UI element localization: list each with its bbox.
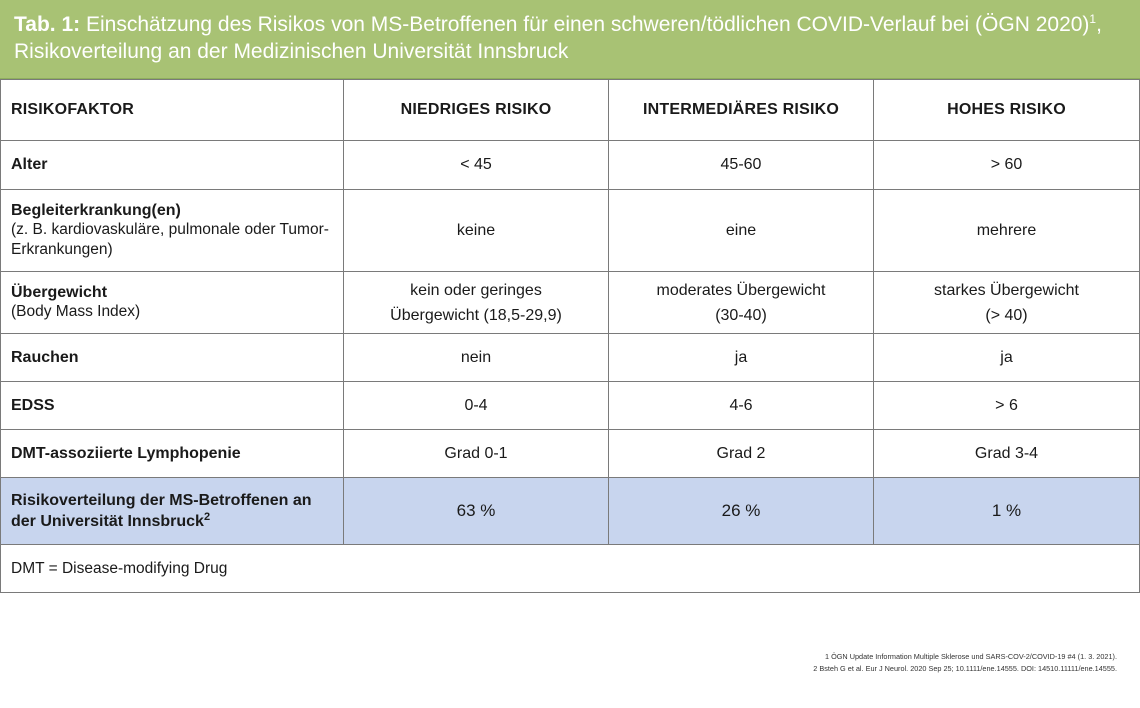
header-intermediate-risk: INTERMEDIÄRES RISIKO: [609, 80, 874, 141]
cell-intermediate: ja: [609, 334, 874, 382]
cell-intermediate: [609, 272, 874, 334]
title-line-2: Risikoverteilung an der Medizinischen Universität Innsbruck: [14, 40, 569, 63]
factor-label: Risikoverteilung der MS-Betroffenen an: [11, 492, 312, 509]
factor-overweight: [1, 272, 344, 334]
cell-intermediate: 26 %: [609, 478, 874, 545]
footnote-ref: 2: [203, 511, 211, 523]
factor-label: Übergewicht: [11, 283, 108, 301]
factor-label: Begleiterkrankung(en): [11, 201, 181, 219]
factor-label-part: der Universität Innsbruck: [11, 513, 204, 530]
factor-subtext: (z. B. kardiovaskuläre, pulmonale oder Tumor-Erkrankungen): [11, 220, 329, 258]
cell-high: > 6: [874, 382, 1140, 430]
factor-comorbidities: [1, 190, 344, 272]
title-text: Einschätzung des Risikos von MS-Betroffenen für einen schweren/tödlichen COVID-Verlauf bei (ÖGN 2020): [85, 13, 1090, 36]
title-footnote-ref: 1: [1089, 12, 1097, 26]
cell-low: < 45: [344, 141, 609, 190]
risk-table: [0, 79, 1140, 593]
header-high-risk: HOHES RISIKO: [874, 80, 1140, 141]
cell-line: Übergewicht (18,5-29,9): [390, 306, 562, 324]
table-row: [1, 190, 1140, 272]
title-comma: ,: [1096, 13, 1102, 36]
cell-intermediate: Grad 2: [609, 430, 874, 478]
table-row: [1, 430, 1140, 478]
distribution-row: [1, 478, 1140, 545]
cell-line: (30-40): [715, 306, 767, 324]
table-row: [1, 141, 1140, 190]
header-row: [1, 80, 1140, 141]
title-line-1: [14, 11, 1126, 38]
cell-high: > 60: [874, 141, 1140, 190]
cell-high: Grad 3-4: [874, 430, 1140, 478]
factor-smoking: Rauchen: [1, 334, 344, 382]
table-row: [1, 382, 1140, 430]
cell-low: keine: [344, 190, 609, 272]
cell-low: [344, 272, 609, 334]
abbreviation-note: DMT = Disease-modifying Drug: [1, 545, 1140, 593]
cell-line: (> 40): [985, 306, 1028, 324]
table-row: [1, 272, 1140, 334]
cell-low: nein: [344, 334, 609, 382]
cell-low: 63 %: [344, 478, 609, 545]
cell-high: [874, 272, 1140, 334]
factor-label: [11, 511, 333, 532]
cell-high: 1 %: [874, 478, 1140, 545]
factor-distribution: [1, 478, 344, 545]
table-title-banner: [0, 0, 1140, 79]
factor-lymphopenia: DMT-assoziierte Lymphopenie: [1, 430, 344, 478]
footnotes: [813, 651, 1117, 675]
cell-high: mehrere: [874, 190, 1140, 272]
cell-intermediate: eine: [609, 190, 874, 272]
footnote-1: 1 ÖGN Update Information Multiple Sklerose und SARS-COV-2/COVID-19 #4 (1. 3. 2021).: [824, 652, 1117, 661]
cell-line: starkes Übergewicht: [934, 281, 1079, 299]
cell-line: kein oder geringes: [410, 281, 542, 299]
table-row: [1, 334, 1140, 382]
table-footer-row: [1, 545, 1140, 593]
footnote-2: 2 Bsteh G et al. Eur J Neurol. 2020 Sep 25; 10.1111/ene.14555. DOI: 14510.11111/ene.14555.: [813, 664, 1117, 673]
factor-subtext: (Body Mass Index): [11, 302, 141, 320]
table-number: Tab. 1:: [14, 13, 81, 36]
factor-edss: EDSS: [1, 382, 344, 430]
cell-intermediate: 4-6: [609, 382, 874, 430]
cell-low: Grad 0-1: [344, 430, 609, 478]
header-risk-factor: RISIKOFAKTOR: [1, 80, 344, 141]
cell-intermediate: 45-60: [609, 141, 874, 190]
factor-age: Alter: [1, 141, 344, 190]
cell-line: moderates Übergewicht: [656, 281, 826, 299]
header-low-risk: NIEDRIGES RISIKO: [344, 80, 609, 141]
cell-high: ja: [874, 334, 1140, 382]
cell-low: 0-4: [344, 382, 609, 430]
